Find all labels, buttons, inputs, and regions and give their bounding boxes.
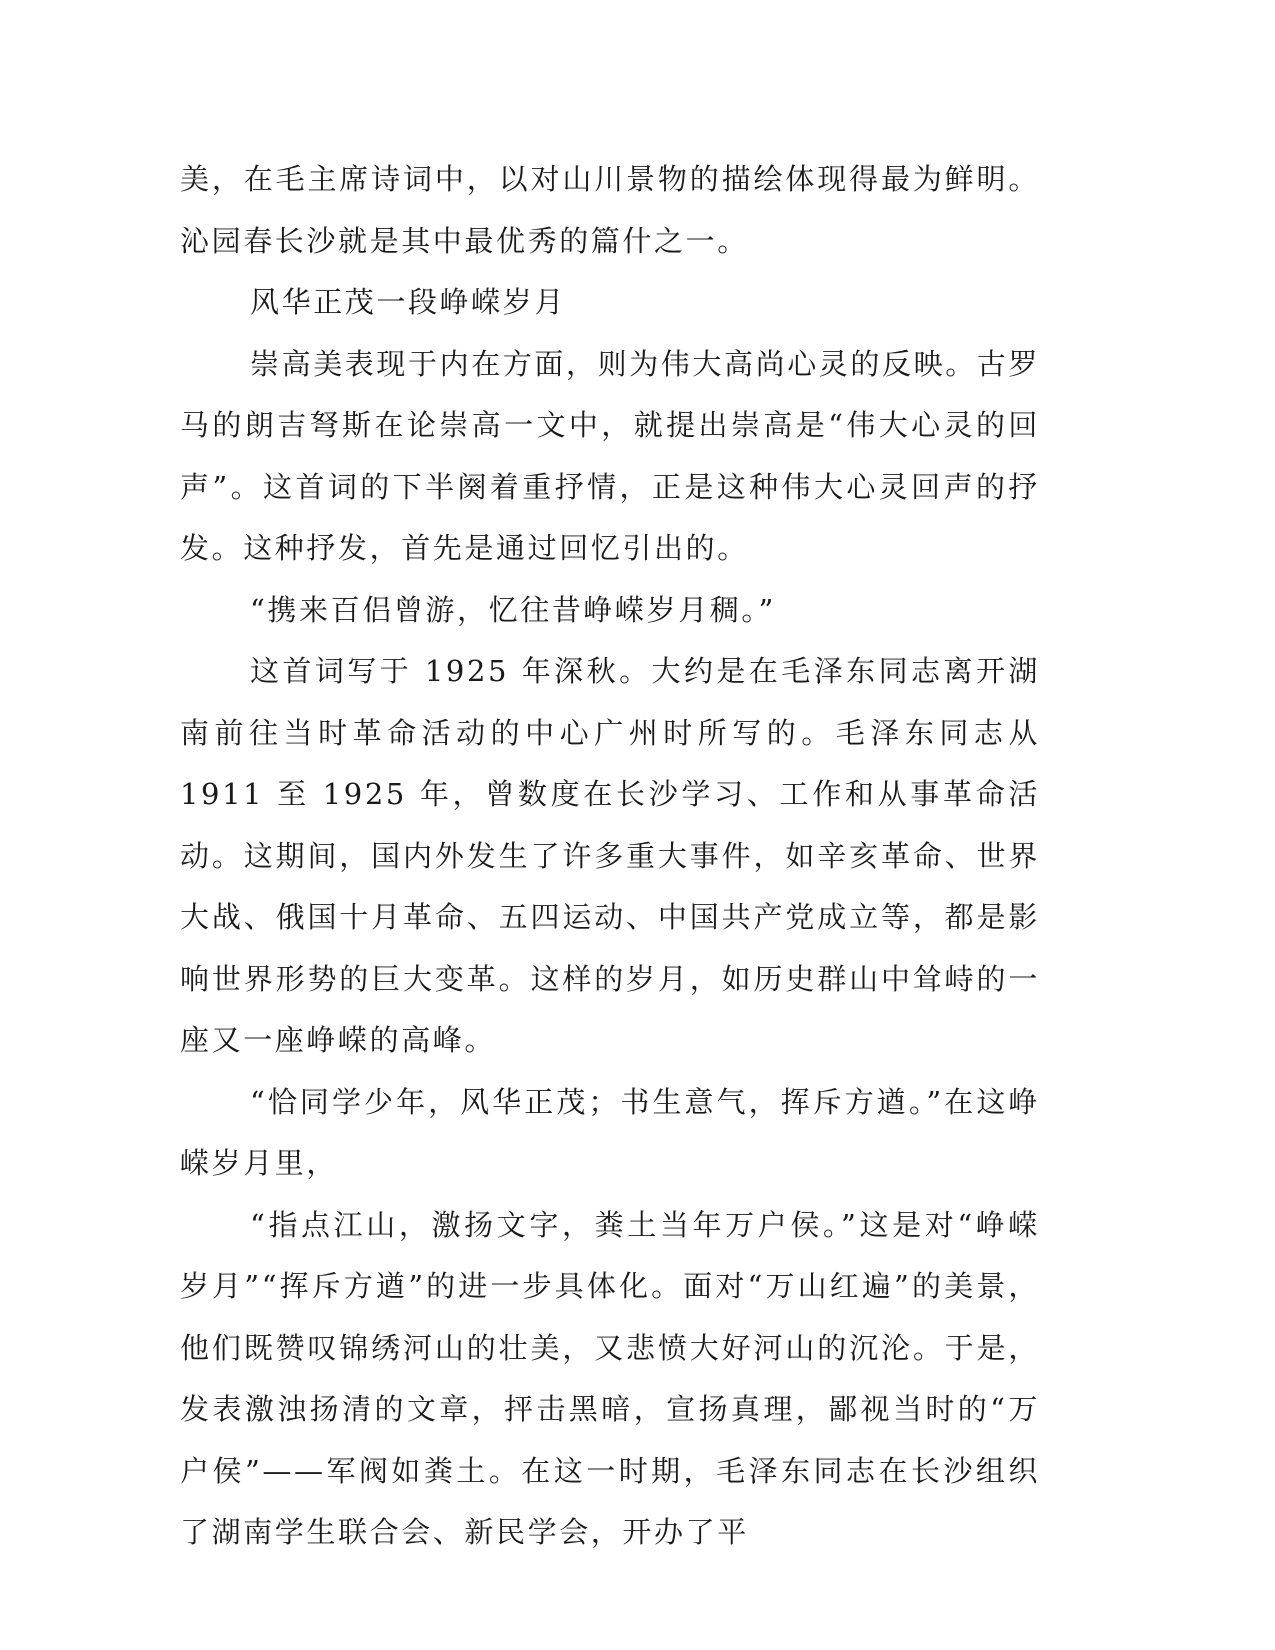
paragraph: “指点江山，激扬文字，粪土当年万户侯。”这是对“峥嵘岁月”“挥斥方遒”的进一步具体化。面对“万山红遍”的美景，他们既赞叹锦绣河山的壮美，又悲愤大好河山的沉沦。于是，发表激浊扬清的文章，抨击黑暗，宣扬真理，鄙视当时的“万户侯”——军阀如粪土。在这一时期，毛泽东同志在长沙组织了湖南学生联合会、新民学会，开办了平 <box>180 1207 1040 1549</box>
document-body <box>180 149 1040 1564</box>
paragraph: 美，在毛主席诗词中，以对山川景物的描绘体现得最为鲜明。沁园春长沙就是其中最优秀的篇什之一。 <box>180 162 1040 258</box>
paragraph: 这首词写于 1925 年深秋。大约是在毛泽东同志离开湖南前往当时革命活动的中心广州时所写的。毛泽东同志从 1911 至 1925 年，曾数度在长沙学习、工作和从事革命活动。这期间，国内外发生了许多重大事件，如辛亥革命、世界大战、俄国十月革命、五四运动、中国共产党成立等，都是影响世界形势的巨大变革。这样的岁月，如历史群山中耸峙的一座又一座峥嵘的高峰。 <box>180 654 1040 1057</box>
quotation-paragraph: “恰同学少年，风华正茂；书生意气，挥斥方遒。”在这峥嵘岁月里， <box>180 1084 1040 1180</box>
section-heading: 风华正茂一段峥嵘岁月 <box>250 285 567 319</box>
paragraph: 崇高美表现于内在方面，则为伟大高尚心灵的反映。古罗马的朗吉弩斯在论崇高一文中，就提出崇高是“伟大心灵的回声”。这首词的下半阕着重抒情，正是这种伟大心灵回声的抒发。这种抒发，首先是通过回忆引出的。 <box>180 346 1041 565</box>
quotation-paragraph: “携来百侣曾游，忆往昔峥嵘岁月稠。” <box>250 592 776 627</box>
